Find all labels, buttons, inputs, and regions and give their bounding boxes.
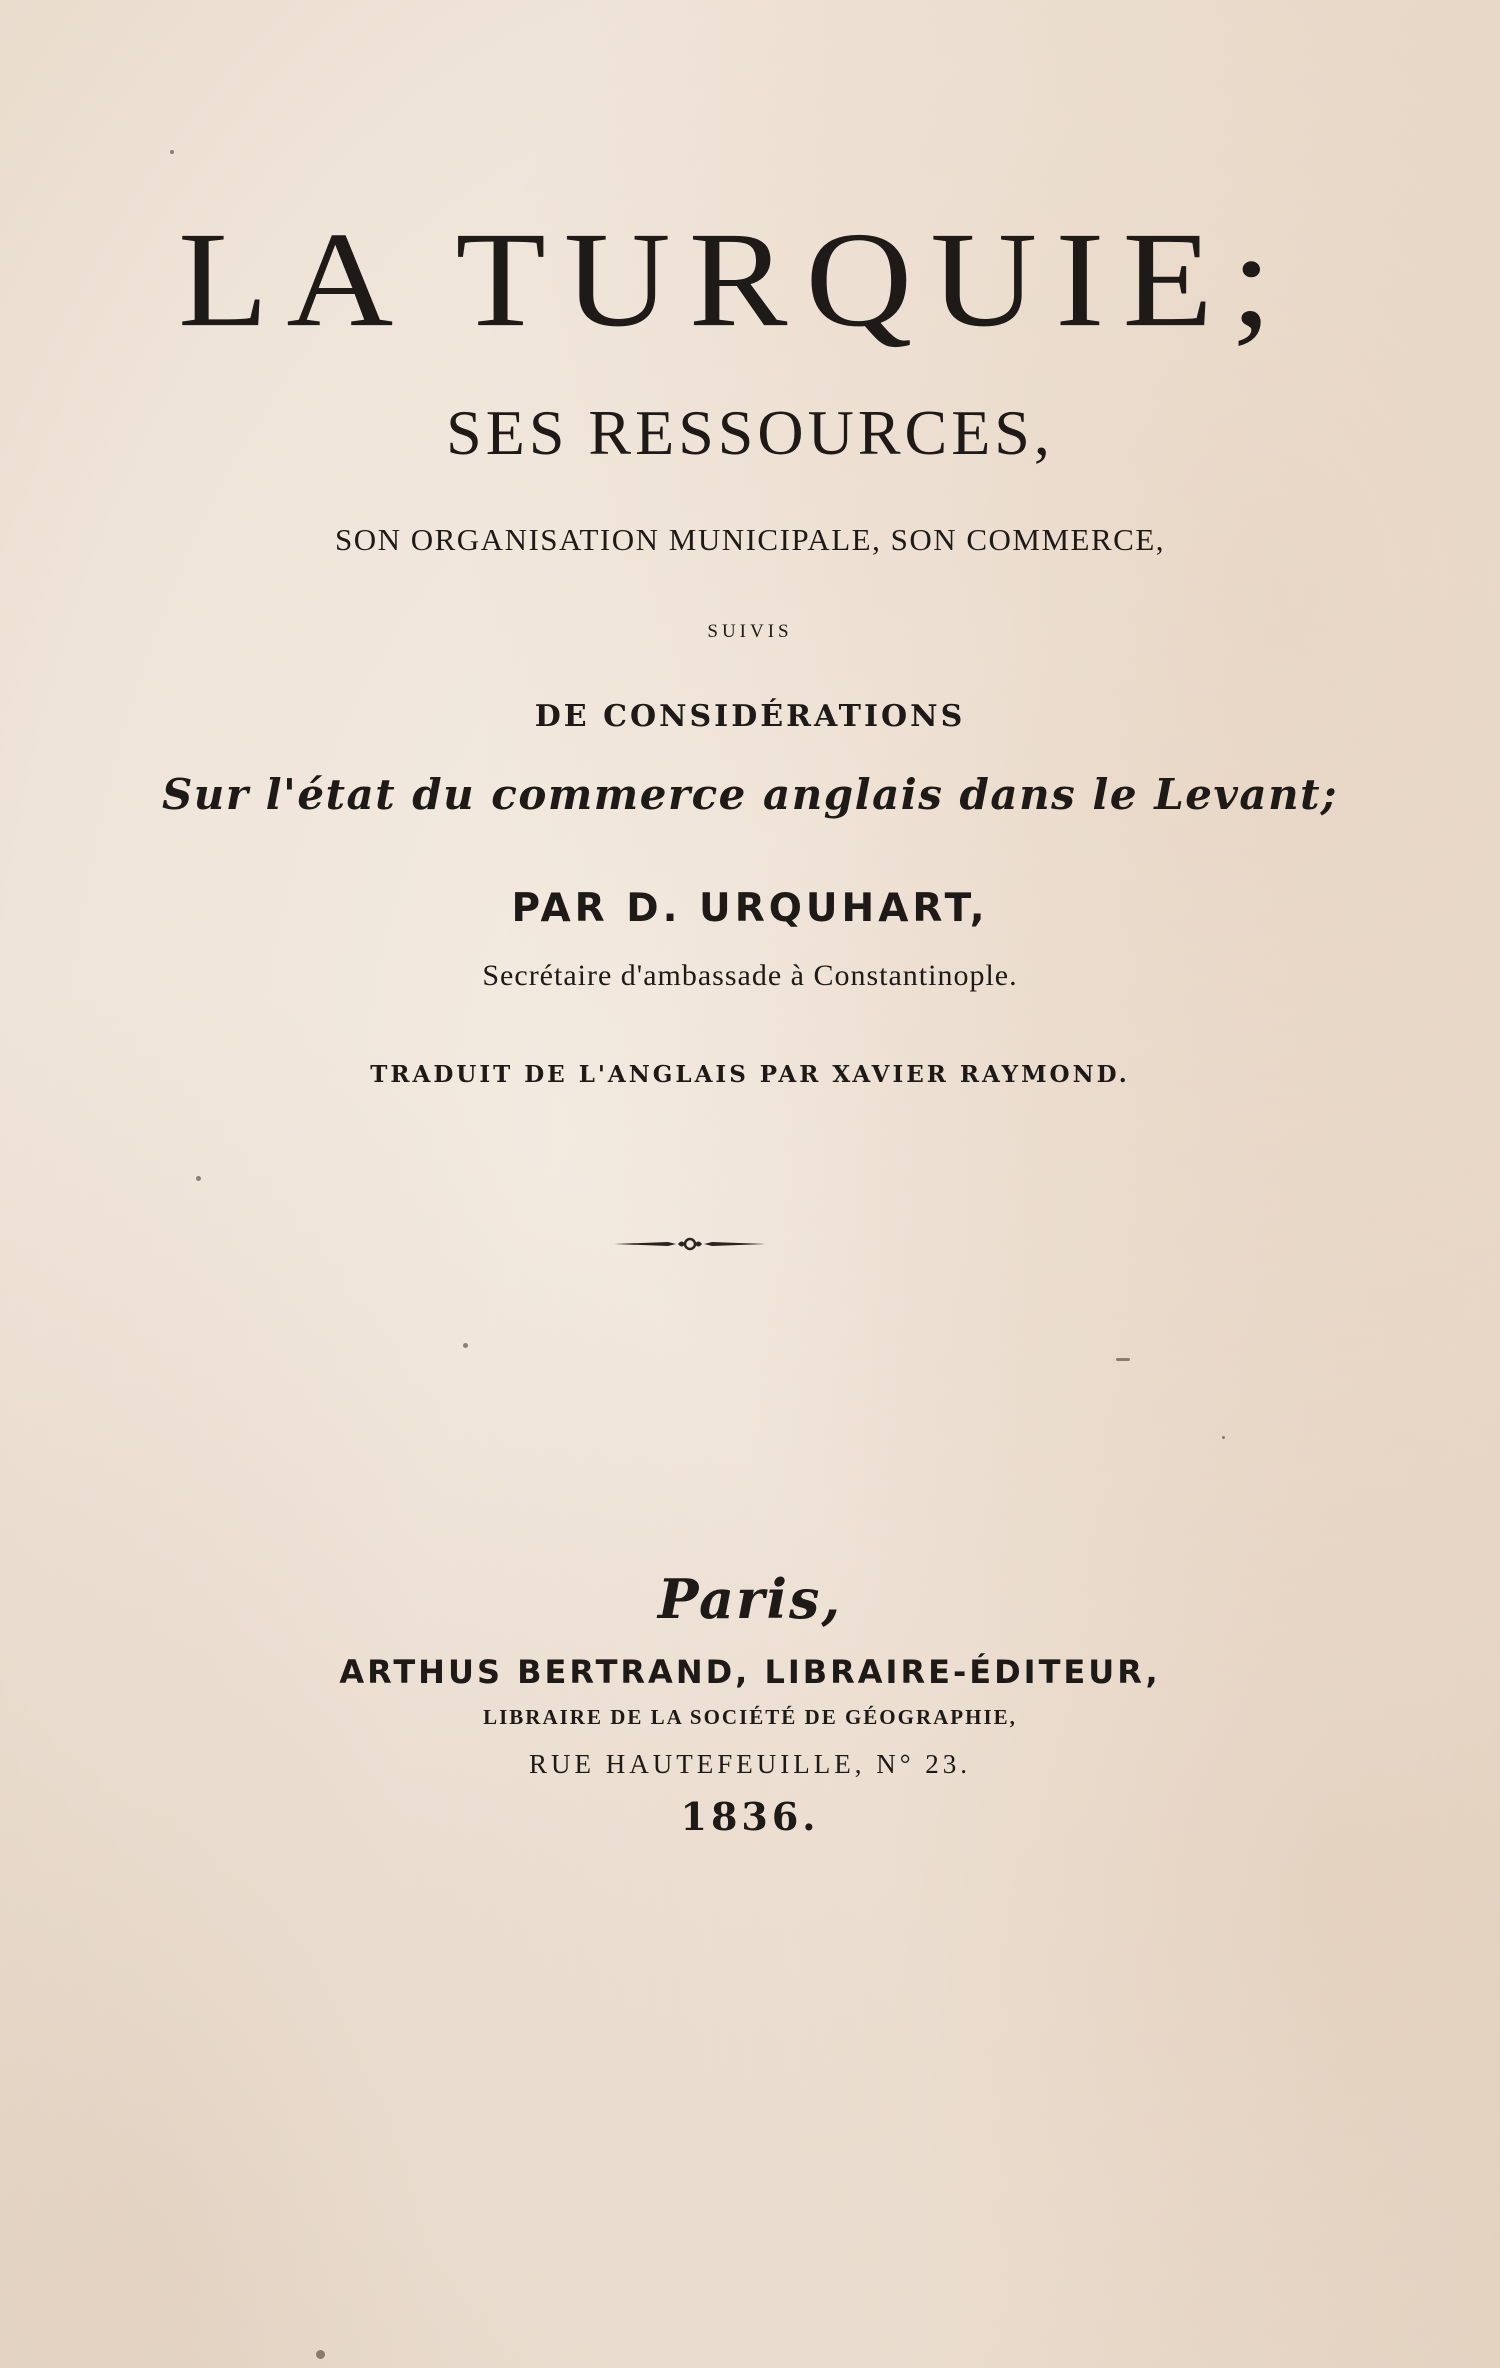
paper-speck [1116, 1358, 1130, 1361]
book-title: LA TURQUIE; [177, 204, 1290, 356]
paper-speck [316, 2350, 325, 2359]
subtitle-ressources: SES RESSOURCES, [446, 397, 1054, 468]
considerations-subject: Sur l'état du commerce anglais dans le Levant; [161, 770, 1339, 819]
paper-speck [170, 150, 174, 154]
suivis-label: SUIVIS [707, 621, 793, 642]
paper-speck [463, 1343, 468, 1348]
paper-speck [1222, 1436, 1225, 1439]
imprint-publisher-role: LIBRAIRE DE LA SOCIÉTÉ DE GÉOGRAPHIE, [483, 1705, 1017, 1729]
imprint-publisher: ARTHUS BERTRAND, LIBRAIRE-ÉDITEUR, [339, 1653, 1161, 1691]
paper-speck [196, 1176, 201, 1181]
subtitle-organisation: SON ORGANISATION MUNICIPALE, SON COMMERCE, [334, 522, 1166, 557]
imprint-city: Paris, [657, 1567, 843, 1631]
author-role: Secrétaire d'ambassade à Constantinople. [482, 959, 1018, 992]
imprint-address: RUE HAUTEFEUILLE, N° 23. [528, 1749, 971, 1779]
imprint-year: 1836. [680, 1794, 820, 1839]
author-line: PAR D. URQUHART, [511, 886, 989, 931]
ornament-divider-icon [612, 1232, 768, 1256]
translator-credit: TRADUIT DE L'ANGLAIS PAR XAVIER RAYMOND. [370, 1061, 1130, 1088]
considerations-heading: DE CONSIDÉRATIONS [534, 699, 966, 734]
